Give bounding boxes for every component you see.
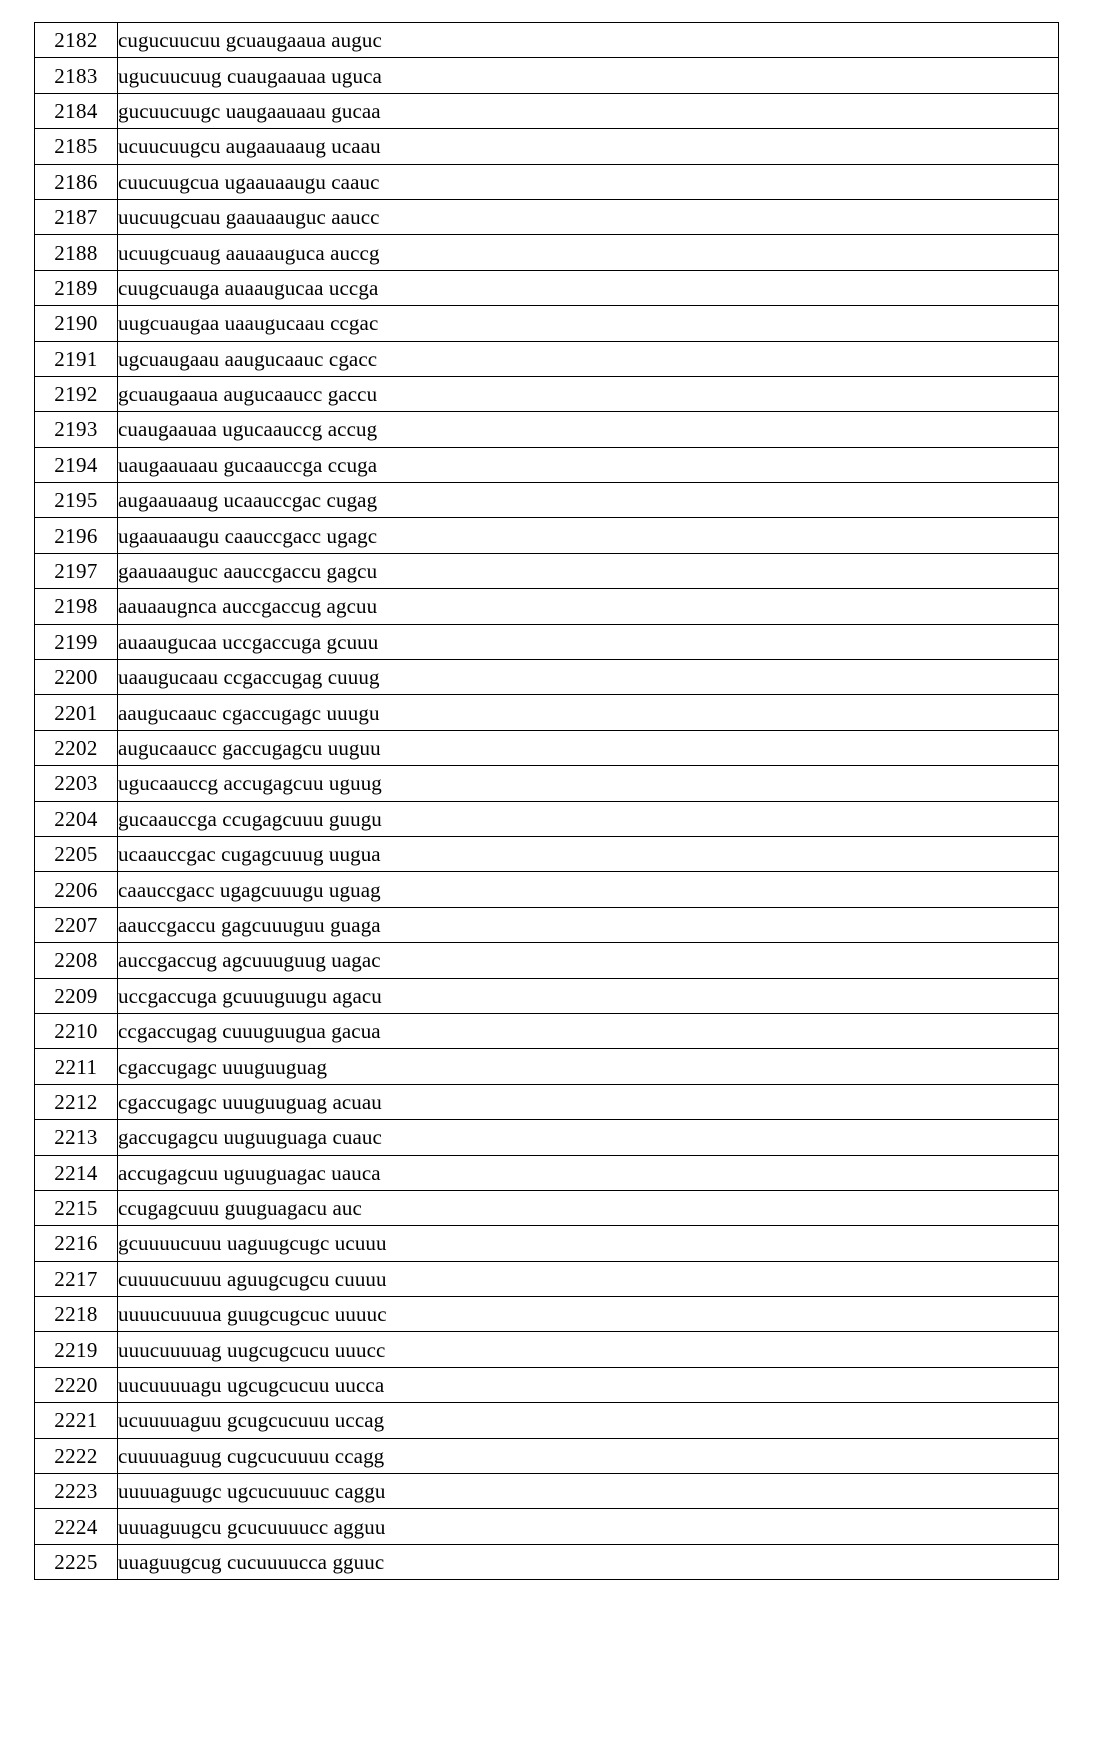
sequence-text-cell: caauccgacc ugagcuuugu uguag	[118, 872, 1059, 907]
table-row	[35, 129, 1059, 164]
sequence-text-cell: ugcuaugaau aaugucaauc cgacc	[118, 341, 1059, 376]
sequence-id-cell: 2186	[35, 164, 118, 199]
table-row	[35, 518, 1059, 553]
sequence-id-cell: 2212	[35, 1084, 118, 1119]
sequence-text-cell: ugaauaaugu caauccgacc ugagc	[118, 518, 1059, 553]
sequence-id-cell: 2216	[35, 1226, 118, 1261]
sequence-id-cell: 2202	[35, 730, 118, 765]
sequence-id-cell: 2207	[35, 907, 118, 942]
sequence-text-cell: uuucuuuuag uugcugcucu uuucc	[118, 1332, 1059, 1367]
sequence-text-cell: uugcuaugaa uaaugucaau ccgac	[118, 306, 1059, 341]
table-row	[35, 1120, 1059, 1155]
sequence-id-cell: 2222	[35, 1438, 118, 1473]
sequence-text-cell: ucuugcuaug aauaauguca auccg	[118, 235, 1059, 270]
sequence-id-cell: 2214	[35, 1155, 118, 1190]
sequence-text-cell: cugucuucuu gcuaugaaua auguc	[118, 23, 1059, 58]
sequence-text-cell: aaugucaauc cgaccugagc uuugu	[118, 695, 1059, 730]
sequence-text-cell: uaaugucaau ccgaccugag cuuug	[118, 660, 1059, 695]
sequence-id-cell: 2196	[35, 518, 118, 553]
table-row	[35, 93, 1059, 128]
table-row	[35, 341, 1059, 376]
sequence-text-cell: cgaccugagc uuuguuguag	[118, 1049, 1059, 1084]
sequence-text-cell: cuaugaauaa ugucaauccg accug	[118, 412, 1059, 447]
sequence-text-cell: gcuaugaaua augucaaucc gaccu	[118, 376, 1059, 411]
sequence-text-cell: auccgaccug agcuuuguug uagac	[118, 943, 1059, 978]
sequence-id-cell: 2206	[35, 872, 118, 907]
sequence-text-cell: uuuuaguugc ugcucuuuuc caggu	[118, 1474, 1059, 1509]
sequence-text-cell: accugagcuu uguuguagac uauca	[118, 1155, 1059, 1190]
sequence-id-cell: 2193	[35, 412, 118, 447]
sequence-id-cell: 2199	[35, 624, 118, 659]
sequence-id-cell: 2225	[35, 1544, 118, 1579]
table-row	[35, 376, 1059, 411]
table-row	[35, 447, 1059, 482]
sequence-id-cell: 2194	[35, 447, 118, 482]
sequence-text-cell: augaauaaug ucaauccgac cugag	[118, 483, 1059, 518]
sequence-text-cell: uucuuuuagu ugcugcucuu uucca	[118, 1367, 1059, 1402]
sequence-text-cell: ccgaccugag cuuuguugua gacua	[118, 1013, 1059, 1048]
sequence-text-cell: uuuucuuuua guugcugcuc uuuuc	[118, 1297, 1059, 1332]
sequence-id-cell: 2217	[35, 1261, 118, 1296]
table-row	[35, 483, 1059, 518]
table-row	[35, 730, 1059, 765]
sequence-text-cell: gaauaauguc aauccgaccu gagcu	[118, 553, 1059, 588]
table-row	[35, 1190, 1059, 1225]
table-row	[35, 1226, 1059, 1261]
table-row	[35, 1403, 1059, 1438]
table-row	[35, 978, 1059, 1013]
table-row	[35, 660, 1059, 695]
sequence-id-cell: 2224	[35, 1509, 118, 1544]
sequence-text-cell: gucuucuugc uaugaauaau gucaa	[118, 93, 1059, 128]
sequence-id-cell: 2192	[35, 376, 118, 411]
sequence-id-cell: 2200	[35, 660, 118, 695]
sequence-text-cell: uuuaguugcu gcucuuuucc agguu	[118, 1509, 1059, 1544]
sequence-id-cell: 2203	[35, 766, 118, 801]
table-row	[35, 589, 1059, 624]
sequence-id-cell: 2189	[35, 270, 118, 305]
sequence-text-cell: cuuuucuuuu aguugcugcu cuuuu	[118, 1261, 1059, 1296]
sequence-id-cell: 2213	[35, 1120, 118, 1155]
table-row	[35, 1155, 1059, 1190]
sequence-text-cell: ugucaauccg accugagcuu uguug	[118, 766, 1059, 801]
sequence-text-cell: ucuucuugcu augaauaaug ucaau	[118, 129, 1059, 164]
table-row	[35, 695, 1059, 730]
sequence-id-cell: 2208	[35, 943, 118, 978]
sequence-text-cell: uccgaccuga gcuuuguugu agacu	[118, 978, 1059, 1013]
table-row	[35, 1544, 1059, 1579]
sequence-text-cell: cuucuugcua ugaauaaugu caauc	[118, 164, 1059, 199]
sequence-text-cell: uuaguugcug cucuuuucca gguuc	[118, 1544, 1059, 1579]
table-row	[35, 1084, 1059, 1119]
table-row	[35, 1297, 1059, 1332]
sequence-text-cell: augucaaucc gaccugagcu uuguu	[118, 730, 1059, 765]
table-row	[35, 1332, 1059, 1367]
sequence-id-cell: 2182	[35, 23, 118, 58]
sequence-id-cell: 2210	[35, 1013, 118, 1048]
sequence-id-cell: 2205	[35, 836, 118, 871]
sequence-id-cell: 2221	[35, 1403, 118, 1438]
sequence-id-cell: 2215	[35, 1190, 118, 1225]
sequence-text-cell: aauaaugnca auccgaccug agcuu	[118, 589, 1059, 624]
sequence-text-cell: cuugcuauga auaaugucaa uccga	[118, 270, 1059, 305]
sequence-id-cell: 2195	[35, 483, 118, 518]
sequence-id-cell: 2219	[35, 1332, 118, 1367]
table-row	[35, 270, 1059, 305]
table-row	[35, 58, 1059, 93]
table-row	[35, 412, 1059, 447]
table-row	[35, 553, 1059, 588]
sequence-text-cell: uucuugcuau gaauaauguc aaucc	[118, 199, 1059, 234]
sequence-id-cell: 2184	[35, 93, 118, 128]
sequence-id-cell: 2185	[35, 129, 118, 164]
sequence-id-cell: 2183	[35, 58, 118, 93]
table-row	[35, 1261, 1059, 1296]
sequence-text-cell: auaaugucaa uccgaccuga gcuuu	[118, 624, 1059, 659]
sequence-id-cell: 2218	[35, 1297, 118, 1332]
table-row	[35, 1367, 1059, 1402]
sequence-text-cell: gcuuuucuuu uaguugcugc ucuuu	[118, 1226, 1059, 1261]
table-row	[35, 164, 1059, 199]
sequence-text-cell: ucuuuuaguu gcugcucuuu uccag	[118, 1403, 1059, 1438]
sequence-text-cell: ugucuucuug cuaugaauaa uguca	[118, 58, 1059, 93]
sequence-text-cell: aauccgaccu gagcuuuguu guaga	[118, 907, 1059, 942]
sequence-text-cell: ucaauccgac cugagcuuug uugua	[118, 836, 1059, 871]
sequence-id-cell: 2190	[35, 306, 118, 341]
table-row	[35, 766, 1059, 801]
sequence-id-cell: 2197	[35, 553, 118, 588]
table-body	[35, 23, 1059, 1580]
table-row	[35, 624, 1059, 659]
table-row	[35, 1049, 1059, 1084]
table-row	[35, 801, 1059, 836]
table-row	[35, 872, 1059, 907]
table-row	[35, 1438, 1059, 1473]
sequence-id-cell: 2188	[35, 235, 118, 270]
sequence-listing-table	[34, 22, 1059, 1580]
sequence-id-cell: 2220	[35, 1367, 118, 1402]
sequence-id-cell: 2211	[35, 1049, 118, 1084]
sequence-id-cell: 2204	[35, 801, 118, 836]
sequence-text-cell: uaugaauaau gucaauccga ccuga	[118, 447, 1059, 482]
sequence-text-cell: ccugagcuuu guuguagacu auc	[118, 1190, 1059, 1225]
sequence-id-cell: 2201	[35, 695, 118, 730]
table-row	[35, 199, 1059, 234]
sequence-id-cell: 2223	[35, 1474, 118, 1509]
table-row	[35, 907, 1059, 942]
table-row	[35, 1474, 1059, 1509]
sequence-id-cell: 2198	[35, 589, 118, 624]
sequence-id-cell: 2209	[35, 978, 118, 1013]
sequence-text-cell: cgaccugagc uuuguuguag acuau	[118, 1084, 1059, 1119]
sequence-text-cell: cuuuuaguug cugcucuuuu ccagg	[118, 1438, 1059, 1473]
table-row	[35, 943, 1059, 978]
sequence-id-cell: 2187	[35, 199, 118, 234]
table-row	[35, 306, 1059, 341]
table-row	[35, 836, 1059, 871]
table-row	[35, 1509, 1059, 1544]
table-row	[35, 23, 1059, 58]
sequence-id-cell: 2191	[35, 341, 118, 376]
sequence-text-cell: gaccugagcu uuguuguaga cuauc	[118, 1120, 1059, 1155]
table-row	[35, 235, 1059, 270]
sequence-text-cell: gucaauccga ccugagcuuu guugu	[118, 801, 1059, 836]
table-row	[35, 1013, 1059, 1048]
